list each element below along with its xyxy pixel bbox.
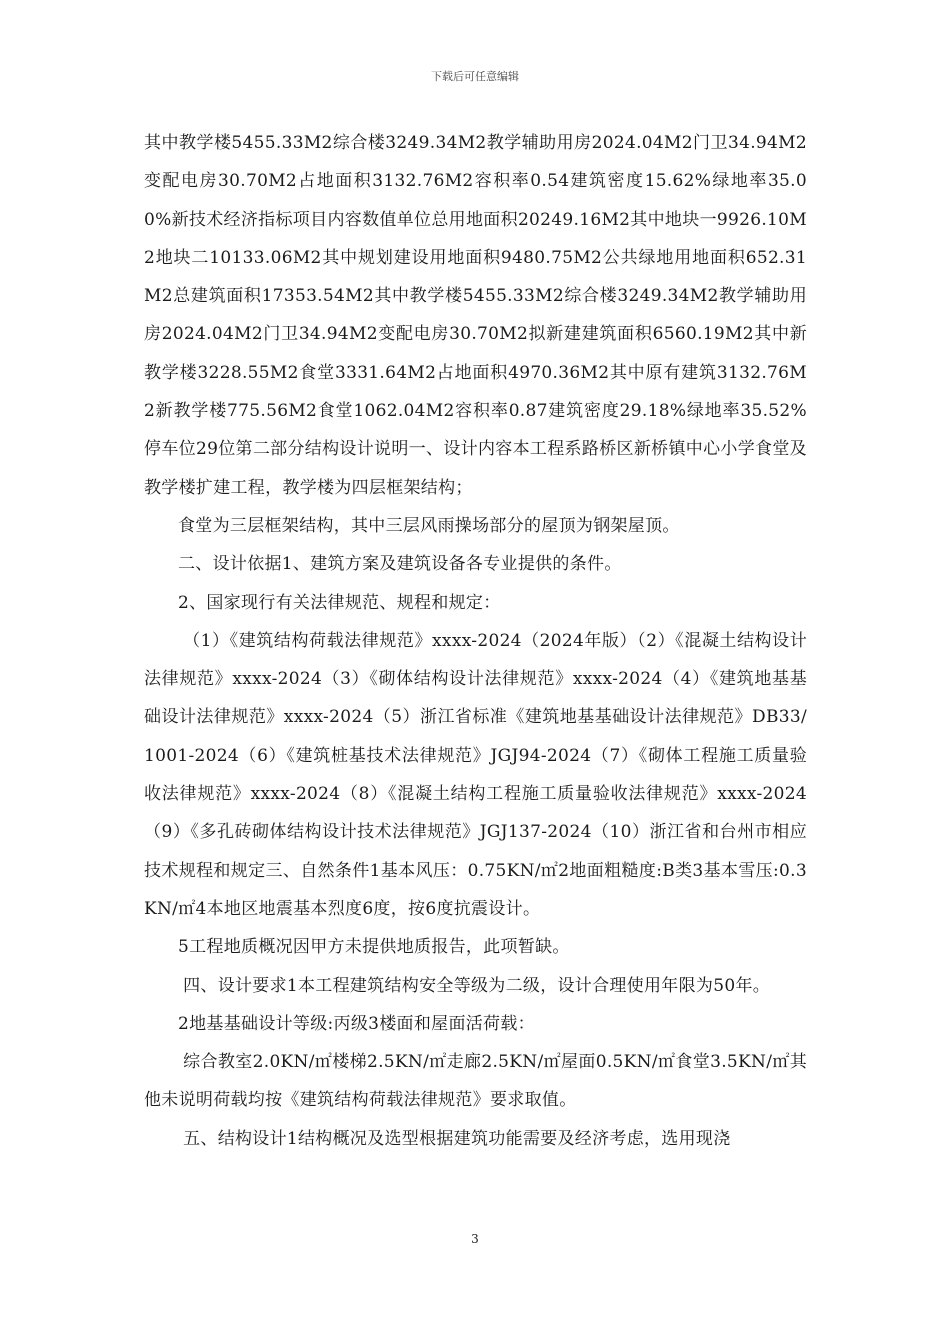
paragraph-foundation-grade: 2地基基础设计等级:丙级3楼面和屋面活荷载：	[178, 1013, 535, 1034]
paragraph-geology: 5工程地质概况因甲方未提供地质报告，此项暂缺。	[178, 937, 570, 958]
paragraph-national-codes: 2、国家现行有关法律规范、规程和规定：	[178, 592, 501, 613]
page-header: 下载后可任意编辑	[431, 70, 519, 83]
paragraph-structural-design: 五、结构设计1结构概况及选型根据建筑功能需要及经济考虑，选用现浇	[183, 1128, 731, 1149]
paragraph-design-requirements: 四、设计要求1本工程建筑结构安全等级为二级，设计合理使用年限为50年。	[183, 975, 771, 996]
paragraph-project-indicators: 其中教学楼5455.33M2综合楼3249.34M2教学辅助用房2024.04M2门卫34.94M2变配电房30.70M2占地面积3132.76M2容积率0.54建筑密度15.62%绿地率35.00%新技术经济指标项目内容数值单位总用地面积20249.16M2其中地块一9926.10M2地块二10133.06M2其中规划建设用地面积9480.75M2公共绿地用地面积652.31M2总建筑面积17353.54M2其中教学楼5455.33M2综合楼3249.34M2教学辅助用房2024.04M2门卫34.94M2变配电房30.70M2拟新建建筑面积6560.19M2其中新教学楼3228.55M2食堂3331.64M2占地面积4970.36M2其中原有建筑3132.76M2新教学楼775.56M2食堂1062.04M2容积率0.87建筑密度29.18%绿地率35.52%停车位29位第二部分结构设计说明一、设计内容本工程系路桥区新桥镇中心小学食堂及教学楼扩建工程，教学楼为四层框架结构；	[144, 133, 807, 498]
paragraph-canteen-structure: 食堂为三层框架结构，其中三层风雨操场部分的屋顶为钢架屋顶。	[178, 515, 680, 536]
paragraph-code-list: （1）《建筑结构荷载法律规范》xxxx-2024（2024年版）（2）《混凝土结构设计法律规范》xxxx-2024（3）《砌体结构设计法律规范》xxxx-2024（4）《建筑地基基础设计法律规范》xxxx-2024（5）浙江省标准《建筑地基基础设计法律规范》DB33/1001-2024（6）《建筑桩基技术法律规范》JGJ94-2024（7）《砌体工程施工质量验收法律规范》xxxx-2024（8）《混凝土结构工程施工质量验收法律规范》xxxx-2024（9）《多孔砖砌体结构设计技术法律规范》JGJ137-2024（10）浙江省和台州市相应技术规程和规定三、自然条件1基本风压：0.75KN/㎡2地面粗糙度:B类3基本雪压:0.3KN/㎡4本地区地震基本烈度6度，按6度抗震设计。	[144, 630, 807, 919]
paragraph-design-basis: 二、设计依据1、建筑方案及建筑设备各专业提供的条件。	[178, 554, 622, 575]
document-body	[144, 124, 807, 1158]
paragraph-live-loads: 综合教室2.0KN/㎡楼梯2.5KN/㎡走廊2.5KN/㎡屋面0.5KN/㎡食堂3.5KN/㎡其他未说明荷载均按《建筑结构荷载法律规范》要求取值。	[144, 1052, 807, 1111]
page-number: 3	[471, 1232, 479, 1246]
